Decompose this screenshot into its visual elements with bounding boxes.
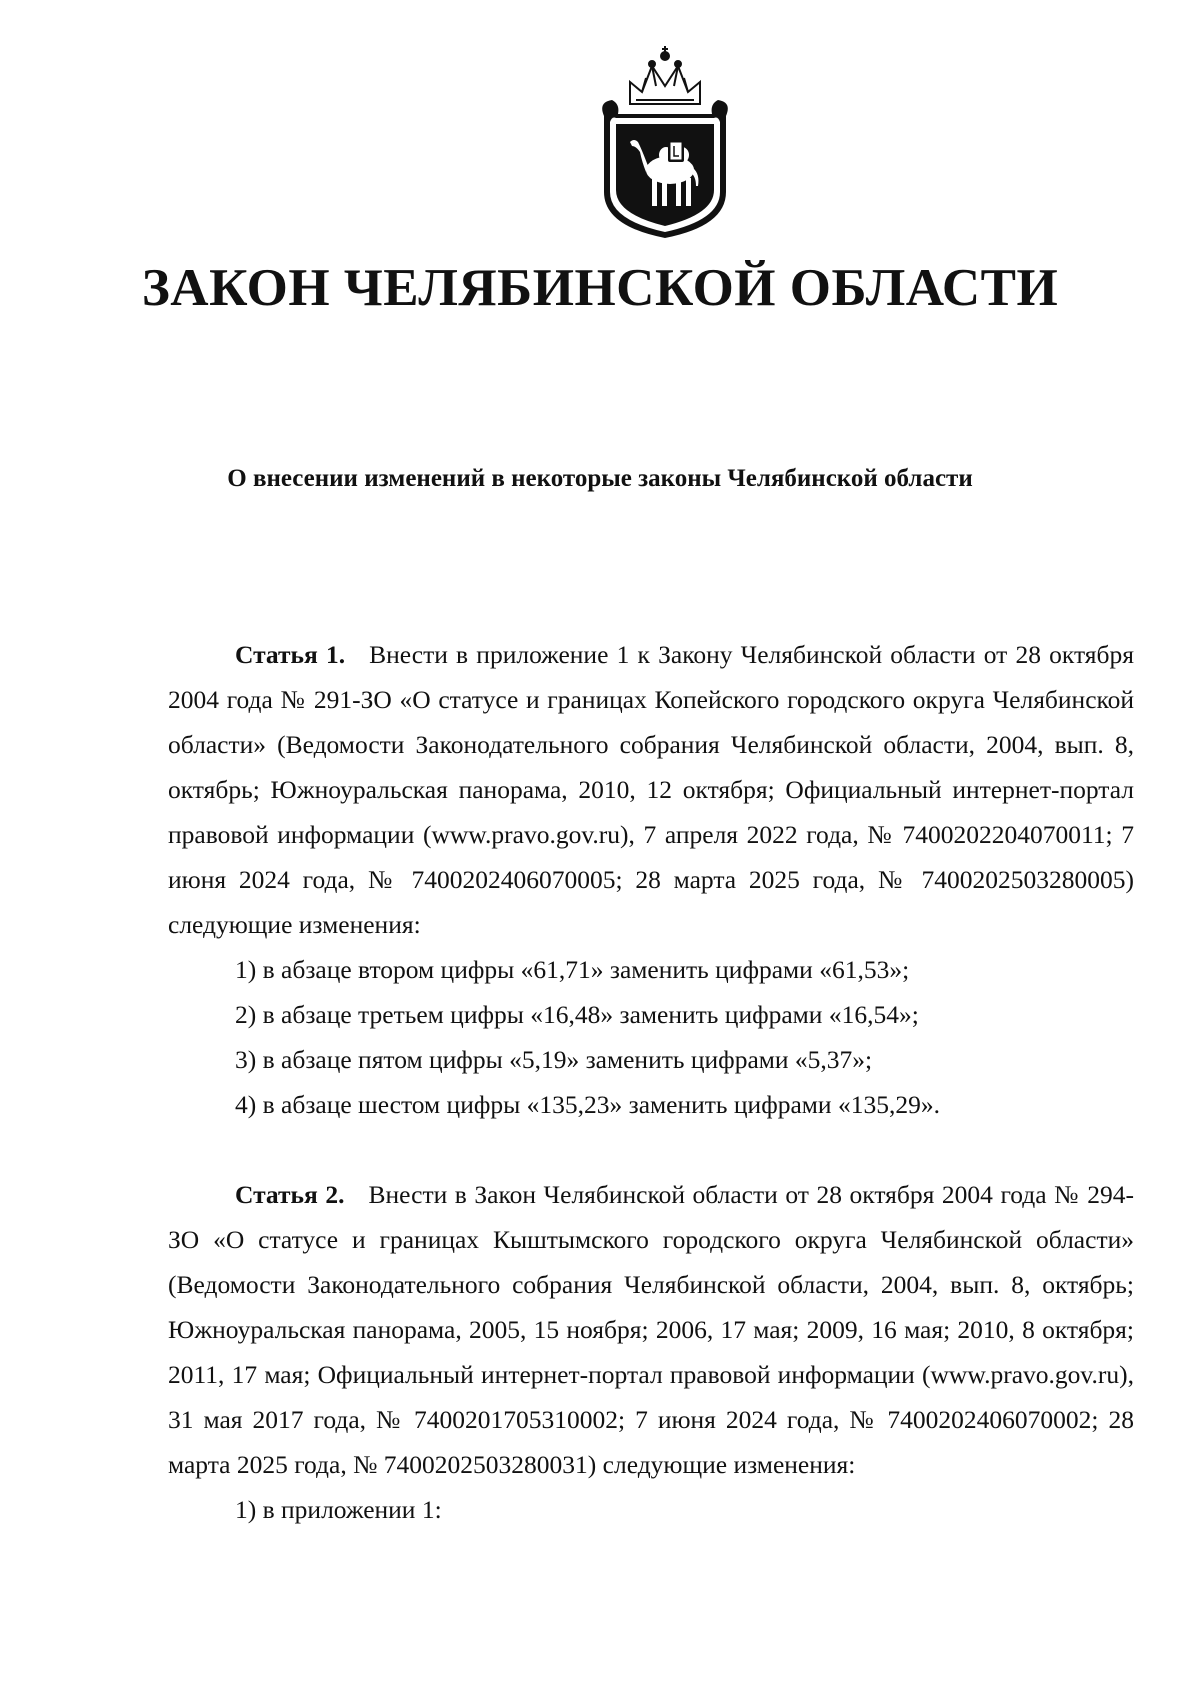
article-1-item-1: 1) в абзаце втором цифры «61,71» заменить цифрами «61,53»; <box>235 955 910 984</box>
article-1-item-3: 3) в абзаце пятом цифры «5,19» заменить цифрами «5,37»; <box>235 1045 873 1074</box>
article-1-paragraph <box>168 632 1134 947</box>
article-2 <box>168 1172 1134 1532</box>
article-1-text: Внести в приложение 1 к Закону Челябинской области от 28 октября 2004 года № 291-ЗО «О статусе и границах Копейского городского округа Челябинской области» (Ведомости Законодательного собрания Челябинской области, 2004, вып. 8, октябрь; Южноуральская панорама, 2010, 12 октября; Официальный интернет-портал правовой информации (www.pravo.gov.ru), 7 апреля 2022 года, № 7400202204070011; 7 июня 2024 года, № 7400202406070005; 28 марта 2025 года, № 7400202503280005) следующие изменения: <box>168 640 1134 939</box>
article-2-label: Статья 2. <box>235 1180 345 1209</box>
article-2-text: Внести в Закон Челябинской области от 28 октября 2004 года № 294-ЗО «О статусе и границах Кыштымского городского округа Челябинской области» (Ведомости Законодательного собрания Челябинской области, 2004, вып. 8, октябрь; Южноуральская панорама, 2005, 15 ноября; 2006, 17 мая; 2009, 16 мая; 2010, 8 октября; 2011, 17 мая; Официальный интернет-портал правовой информации (www.pravo.gov.ru), 31 мая 2017 года, № 7400201705310002; 7 июня 2024 года, № 7400202406070002; 28 марта 2025 года, № 7400202503280031) следующие изменения: <box>168 1180 1134 1479</box>
article-2-item-1: 1) в приложении 1: <box>235 1495 442 1524</box>
article-2-paragraph <box>168 1172 1134 1487</box>
law-title: О внесении изменений в некоторые законы Челябинской области <box>227 465 973 492</box>
article-1 <box>168 632 1134 1127</box>
law-heading: ЗАКОН ЧЕЛЯБИНСКОЙ ОБЛАСТИ <box>141 259 1059 317</box>
coat-of-arms-icon <box>590 42 740 240</box>
article-1-label: Статья 1. <box>235 640 346 669</box>
article-1-item-4: 4) в абзаце шестом цифры «135,23» заменить цифрами «135,29». <box>235 1090 940 1119</box>
article-1-item-2: 2) в абзаце третьем цифры «16,48» заменить цифрами «16,54»; <box>235 1000 919 1029</box>
